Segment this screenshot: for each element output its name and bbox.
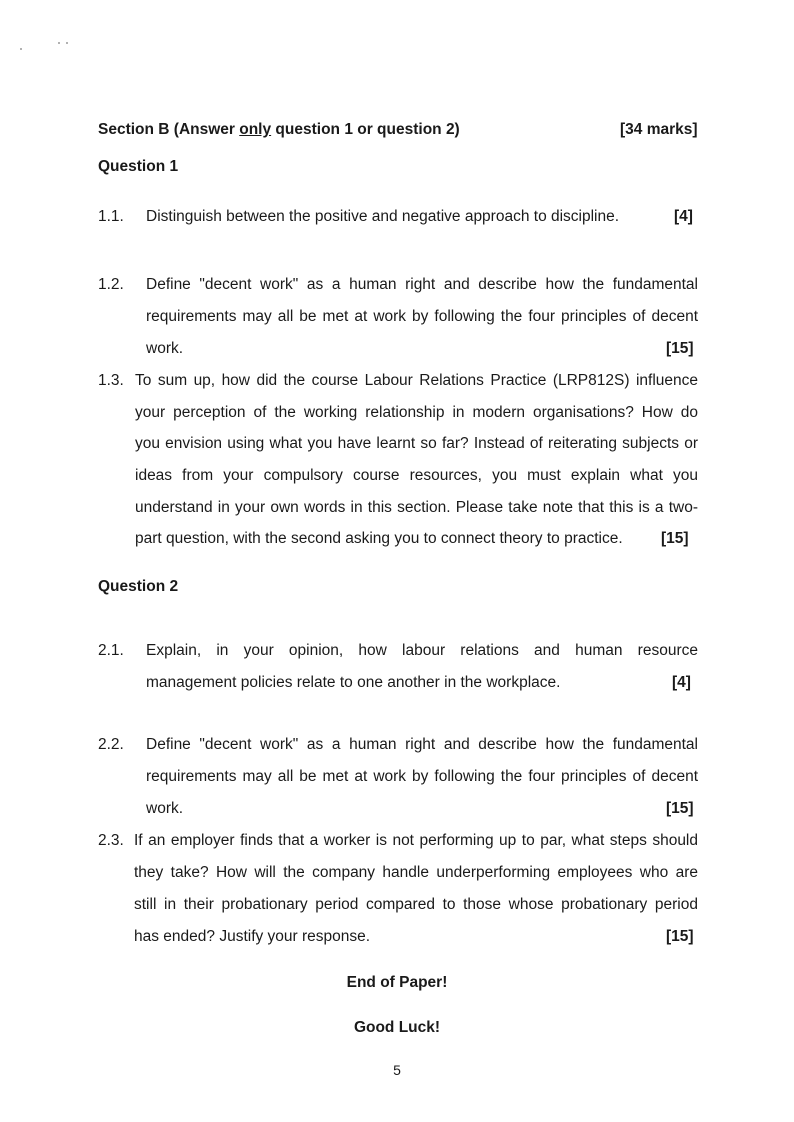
item-number: 1.1. (98, 208, 124, 225)
item-line: Define "decent work" as a human right and describe how the fundamental (146, 276, 698, 293)
page-number: 5 (393, 1062, 401, 1078)
item-line: To sum up, how did the course Labour Relations Practice (LRP812S) influence (135, 372, 698, 389)
item-line: If an employer finds that a worker is not performing up to par, what steps should (134, 832, 698, 849)
item-marks: [4] (672, 674, 691, 691)
item-line: Distinguish between the positive and negative approach to discipline. (146, 208, 620, 225)
item-line: Define "decent work" as a human right and describe how the fundamental (146, 736, 698, 753)
item-line: understand in your own words in this section. Please take note that this is a two- (135, 499, 698, 516)
item-line: still in their probationary period compared to those whose probationary period (134, 896, 698, 913)
item-line: management policies relate to one another in the workplace. (146, 674, 561, 691)
section-title-prefix: Section B (Answer (98, 121, 240, 138)
item-line: has ended? Justify your response. (134, 928, 371, 945)
item-marks: [15] (666, 340, 694, 357)
scan-speck (20, 48, 22, 50)
item-line: your perception of the working relationship in modern organisations? How do (135, 404, 698, 421)
item-line: requirements may all be met at work by following the four principles of decent (146, 308, 698, 325)
item-marks: [15] (666, 800, 694, 817)
good-luck: Good Luck! (353, 1019, 441, 1036)
item-number: 2.3. (98, 832, 124, 849)
item-marks: [15] (666, 928, 694, 945)
item-line: work. (146, 340, 184, 357)
item-line: you envision using what you have learnt so far? Instead of reiterating subjects or (135, 435, 698, 452)
item-number: 2.2. (98, 736, 124, 753)
item-number: 1.3. (98, 372, 124, 389)
item-line: ideas from your compulsory course resources, you must explain what you (135, 467, 698, 484)
section-title (98, 121, 460, 139)
question-2-heading: Question 2 (98, 578, 179, 595)
section-title-suffix: question 1 or question 2) (271, 121, 460, 138)
section-marks: [34 marks] (620, 121, 698, 138)
scan-speck (58, 42, 60, 44)
section-title-underlined: only (239, 121, 272, 138)
item-number: 1.2. (98, 276, 124, 293)
question-1-heading: Question 1 (98, 158, 179, 175)
item-number: 2.1. (98, 642, 124, 659)
item-line: part question, with the second asking you to connect theory to practice. (135, 530, 623, 547)
item-line: they take? How will the company handle underperforming employees who are (134, 864, 698, 881)
item-marks: [15] (661, 530, 689, 547)
item-line: work. (146, 800, 184, 817)
scan-speck (66, 42, 68, 44)
item-line: requirements may all be met at work by following the four principles of decent (146, 768, 698, 785)
item-line: Explain, in your opinion, how labour relations and human resource (146, 642, 698, 659)
item-marks: [4] (674, 208, 693, 225)
end-of-paper: End of Paper! (346, 974, 448, 991)
